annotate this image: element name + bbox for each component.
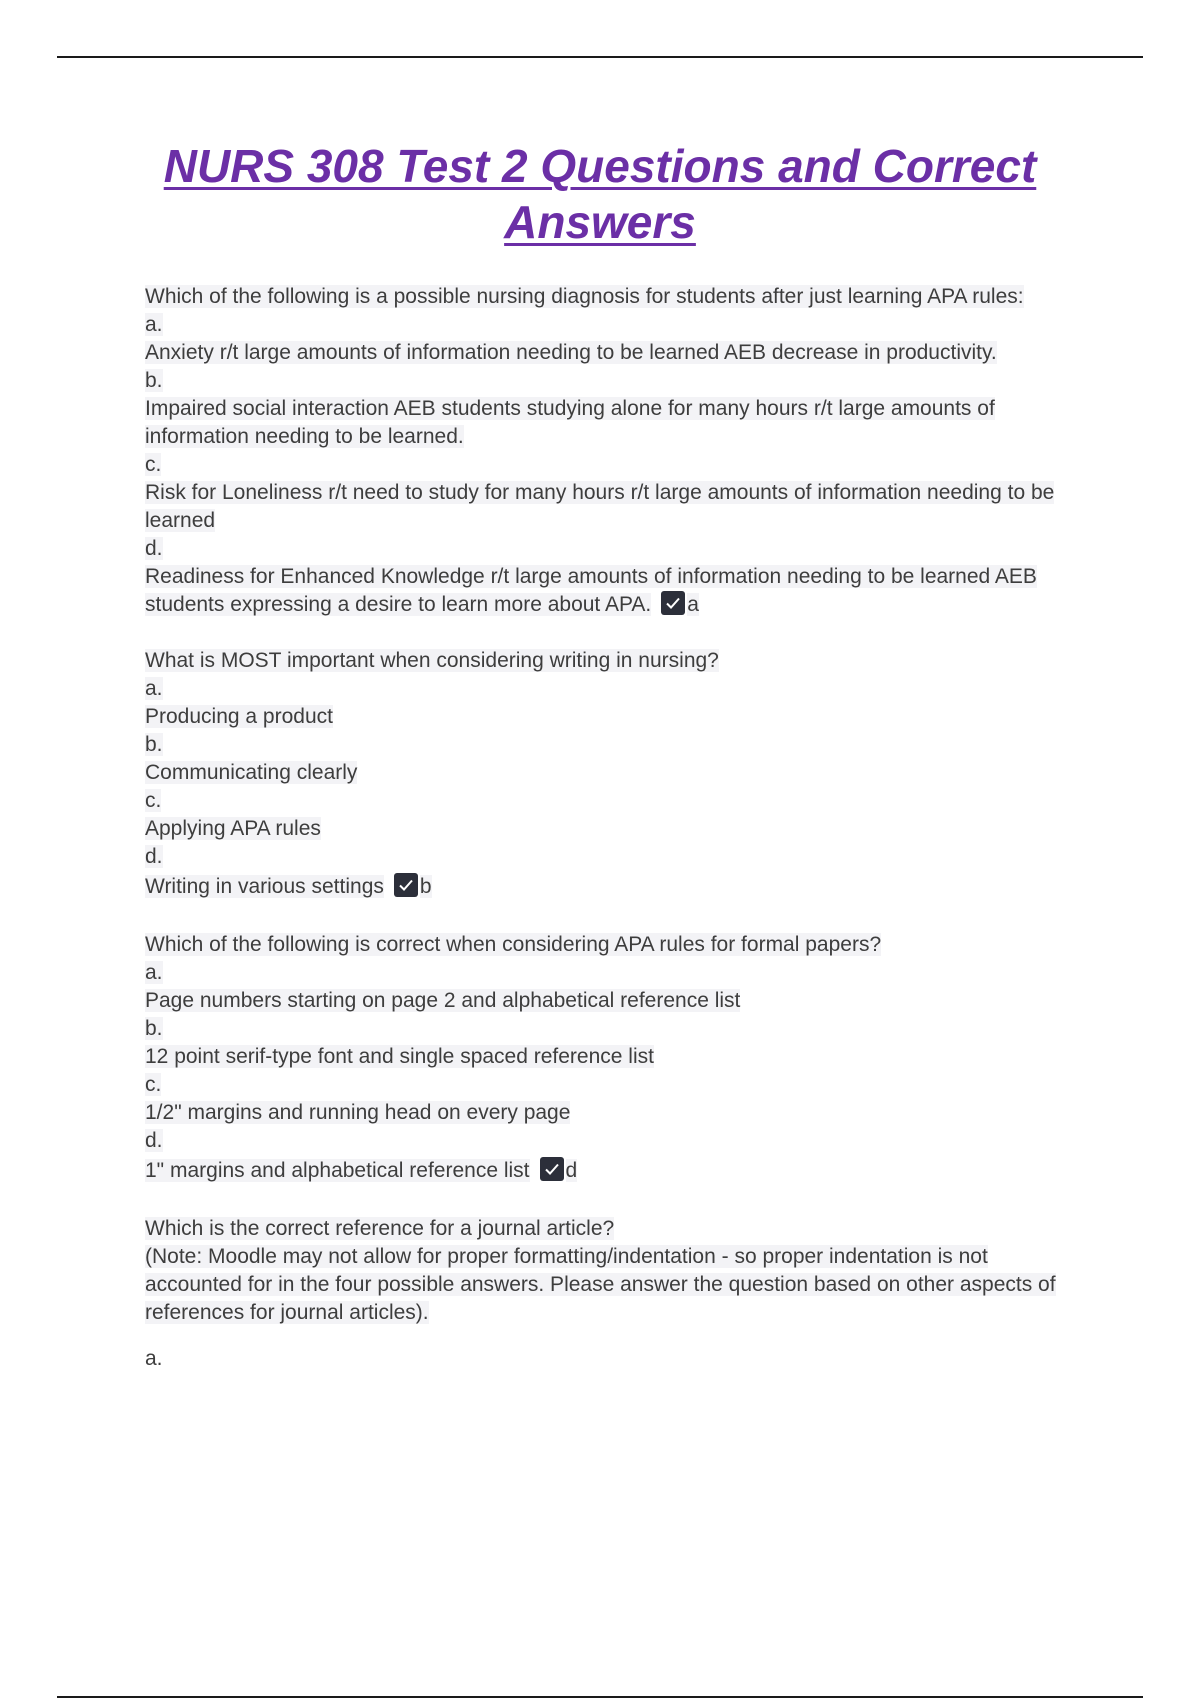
bottom-rule <box>57 1696 1143 1698</box>
page-title: NURS 308 Test 2 Questions and Correct Answers <box>163 140 1037 248</box>
question-2 <box>145 647 1080 903</box>
checkmark-icon <box>540 1157 564 1181</box>
option-letter: a. <box>145 1347 163 1370</box>
option-text: 1" margins and alphabetical reference list <box>145 1159 530 1182</box>
option-text: Impaired social interaction AEB students studying alone for many hours r/t large amounts of information needing to be learned. <box>145 397 995 448</box>
option-letter: a. <box>145 677 163 700</box>
option-letter: b. <box>145 733 163 756</box>
question-text: Which is the correct reference for a journal article? <box>145 1217 615 1240</box>
top-rule <box>57 56 1143 58</box>
option-text: Writing in various settings <box>145 875 384 898</box>
question-note: (Note: Moodle may not allow for proper formatting/indentation - so proper indentation is not accounted for in the four possible answers. Please answer the question based on other aspects of references for journal articles). <box>145 1245 1056 1324</box>
checkmark-icon <box>394 873 418 897</box>
correct-answer: d <box>565 1159 578 1182</box>
correct-answer: a <box>687 593 699 616</box>
option-text: Anxiety r/t large amounts of information needing to be learned AEB decrease in productivity. <box>145 341 997 364</box>
option-letter: c. <box>145 789 162 812</box>
option-letter: d. <box>145 845 163 868</box>
option-letter: a. <box>145 313 163 336</box>
option-text: Readiness for Enhanced Knowledge r/t large amounts of information needing to be learned AEB students expressing a desire to learn more about APA. <box>145 565 1037 616</box>
document-body <box>145 283 1080 1401</box>
option-letter: d. <box>145 537 163 560</box>
option-letter: a. <box>145 961 163 984</box>
option-text: 12 point serif-type font and single spaced reference list <box>145 1045 654 1068</box>
option-text: Risk for Loneliness r/t need to study for many hours r/t large amounts of information needing to be learned <box>145 481 1055 532</box>
question-text: Which of the following is a possible nursing diagnosis for students after just learning APA rules: <box>145 285 1024 308</box>
question-3 <box>145 931 1080 1187</box>
option-text: Communicating clearly <box>145 761 358 784</box>
checkmark-icon <box>661 591 685 615</box>
question-text: Which of the following is correct when considering APA rules for formal papers? <box>145 933 882 956</box>
option-text: Applying APA rules <box>145 817 321 840</box>
option-letter: b. <box>145 369 163 392</box>
question-1 <box>145 283 1080 619</box>
option-text: Page numbers starting on page 2 and alphabetical reference list <box>145 989 741 1012</box>
option-text: Producing a product <box>145 705 333 728</box>
question-4 <box>145 1215 1080 1373</box>
option-text: 1/2" margins and running head on every page <box>145 1101 571 1124</box>
option-letter: c. <box>145 453 162 476</box>
option-letter: d. <box>145 1129 163 1152</box>
question-text: What is MOST important when considering writing in nursing? <box>145 649 719 672</box>
option-letter: c. <box>145 1073 162 1096</box>
option-letter: b. <box>145 1017 163 1040</box>
correct-answer: b <box>419 875 432 898</box>
